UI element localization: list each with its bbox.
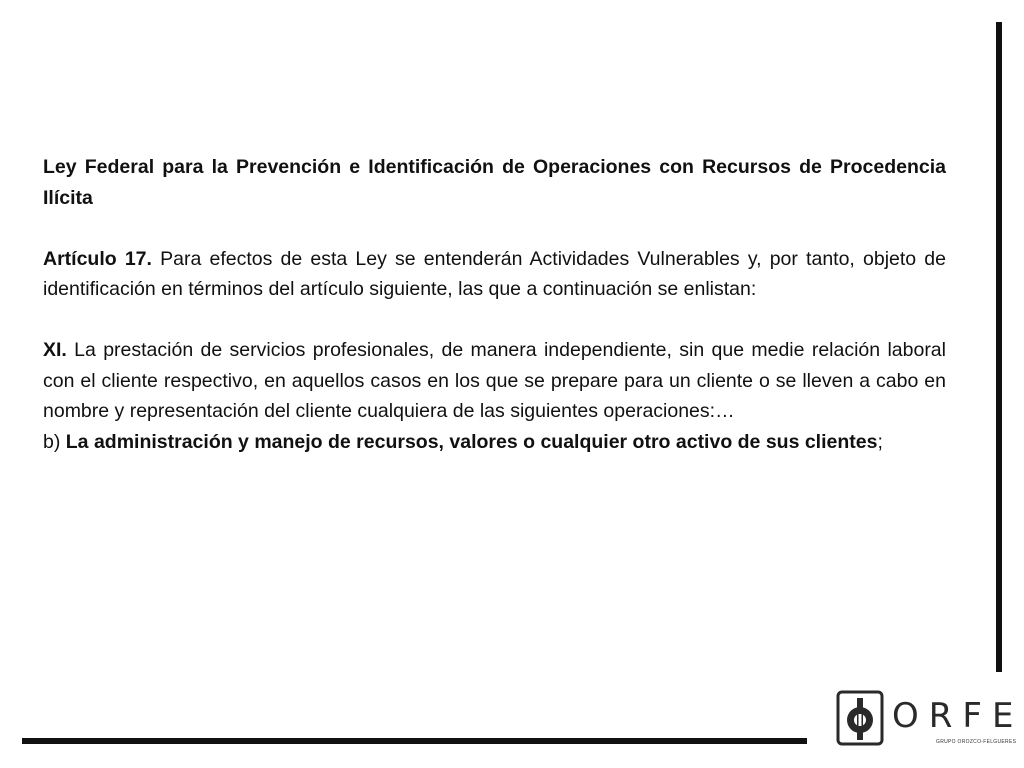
fraction-paragraph xyxy=(43,335,946,427)
vertical-divider xyxy=(996,22,1002,672)
logo-wordmark: ORFE xyxy=(892,696,1024,736)
paragraph-gap xyxy=(43,213,946,244)
paragraph-gap xyxy=(43,305,946,336)
fraction-label: XI. xyxy=(43,339,67,361)
article-label: Artículo 17. xyxy=(43,247,152,270)
subsection-prefix: b) xyxy=(43,430,66,453)
subsection-paragraph xyxy=(43,427,946,458)
subsection-bold-text: La administración y manejo de recursos, valores o cualquier otro activo de sus clientes xyxy=(65,430,878,453)
orfe-emblem-icon xyxy=(836,690,884,746)
slide-body xyxy=(43,152,946,457)
law-title: Ley Federal para la Prevención e Identificación de Operaciones con Recursos de Procedencia Ilícita xyxy=(43,156,946,209)
subsection-suffix: ; xyxy=(877,430,883,453)
horizontal-divider xyxy=(22,738,807,744)
orfe-logo xyxy=(836,690,1024,750)
article-text: Para efectos de esta Ley se entenderán Actividades Vulnerables y, por tanto, objeto de identificación en términos del artículo siguiente, las que a continuación se enlistan: xyxy=(43,247,947,300)
article-paragraph xyxy=(43,244,946,305)
logo-subtitle: GRUPO OROZCO-FELGUERES xyxy=(936,739,1017,745)
fraction-text: La prestación de servicios profesionales, de manera independiente, sin que medie relación laboral con el cliente respectivo, en aquellos casos en los que se prepare para un cliente o se lleven a cabo en nombre y representación del cliente cualquiera de las siguientes operaciones:… xyxy=(43,339,946,422)
